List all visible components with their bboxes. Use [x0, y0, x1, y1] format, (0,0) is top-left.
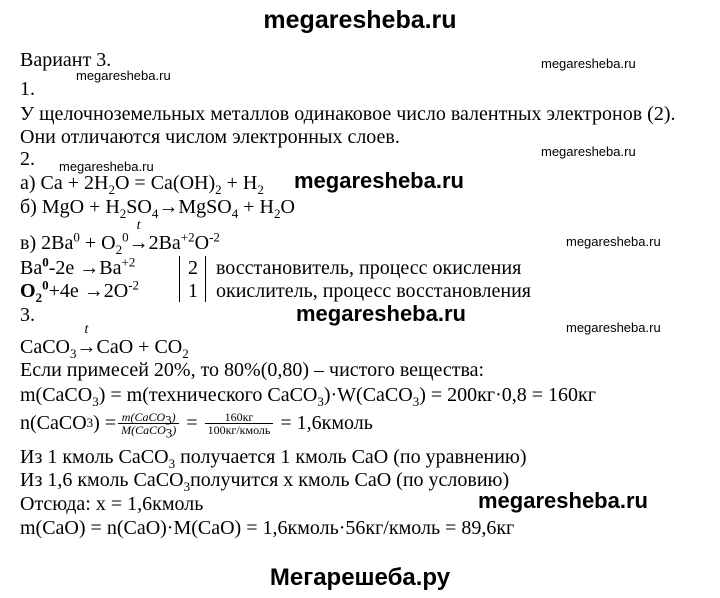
fraction-molar: $\frac{m(CaCO_3)}{M(CaCO_3)}$ [118, 411, 179, 436]
balance-row-2-coef: 1 [188, 280, 198, 302]
watermark-big: megaresheba.ru [478, 488, 648, 513]
temperature-mark: t [84, 322, 89, 337]
site-header: megaresheba.ru [263, 6, 457, 34]
fraction-values: $\frac{160кг}{\text{100кг/кмоль}}$ [205, 411, 274, 436]
q3-line-impurities: Если примесей 20%, то 80%(0,80) – чистого вещества: [20, 359, 485, 381]
q3-line-result-x: Отсюда: x = 1,6кмоль [20, 493, 204, 515]
q3-line-ratio-2: Из 1,6 кмоль CaCO$_3$получится x кмоль CaO (по условию) [20, 469, 510, 494]
watermark-small: megaresheba.ru [541, 56, 636, 71]
reaction-b: б) MgO + $H_2SO_4\to MgSO_4 + H_2O$ [20, 196, 295, 221]
watermark-small: megaresheba.ru [59, 159, 154, 174]
balance-bracket-left [179, 256, 180, 302]
decomposition-equation: CaCO$_3$ t $\to CaO + CO_2$ [20, 322, 189, 361]
question-1-line-2: Они отличаются числом электронных слоев. [20, 126, 400, 148]
balance-row-1-left: $Ba^0-2e \to Ba^{+2}$ [20, 254, 136, 279]
watermark-big: megaresheba.ru [294, 168, 464, 193]
question-2-number: 2. [20, 148, 35, 170]
watermark-small: megaresheba.ru [76, 68, 171, 83]
balance-bracket-right [205, 256, 206, 302]
variant-title: Вариант 3. [20, 49, 112, 71]
balance-row-1-coef: 2 [188, 257, 198, 279]
q3-line-ratio-1: Из 1 кмоль CaCO$_3$ получается 1 кмоль CaO (по уравнению) [20, 446, 527, 471]
balance-row-2-left: $O_2^0+4e \to 2O^{-2}$ [20, 277, 140, 305]
q3-line-amount: n(CaCO 3 ) = $\frac{m(CaCO_3)}{M(CaCO_3)}$ = $\frac{160кг}{\text{100кг/кмоль}}$ = 1,6кмоль [20, 409, 373, 440]
q3-line-result-mass: m(CaO) = n(CaO)·M(CaO) = 1,6кмоль·56кг/кмоль = 89,6кг [20, 517, 515, 539]
watermark-small: megaresheba.ru [566, 320, 661, 335]
reaction-c: в) $2Ba^0 + O_2^0$ t $\to 2Ba^{+2}O^{-2}$ [20, 218, 220, 257]
watermark-big: megaresheba.ru [296, 301, 466, 326]
balance-row-2-desc: окислитель, процесс восстановления [216, 280, 531, 302]
watermark-small: megaresheba.ru [541, 144, 636, 159]
question-3-number: 3. [20, 304, 35, 326]
reaction-a: а) $Ca + 2H_2O = Ca(OH)_2 + H_2$ [20, 172, 264, 197]
q3-line-mass: m(CaCO$_3$) = m(технического CaCO$_3$)·W(CaCO$_3$) = 200кг·0,8 = 160кг [20, 384, 596, 409]
balance-row-1-desc: восстановитель, процесс окисления [216, 257, 522, 279]
temperature-mark: t [136, 218, 141, 233]
question-1-number: 1. [20, 78, 35, 100]
question-1-line-1: У щелочноземельных металлов одинаковое число валентных электронов (2). [20, 103, 676, 125]
watermark-small: megaresheba.ru [566, 234, 661, 249]
site-footer-brand: Мегарешеба.ру [269, 564, 451, 591]
